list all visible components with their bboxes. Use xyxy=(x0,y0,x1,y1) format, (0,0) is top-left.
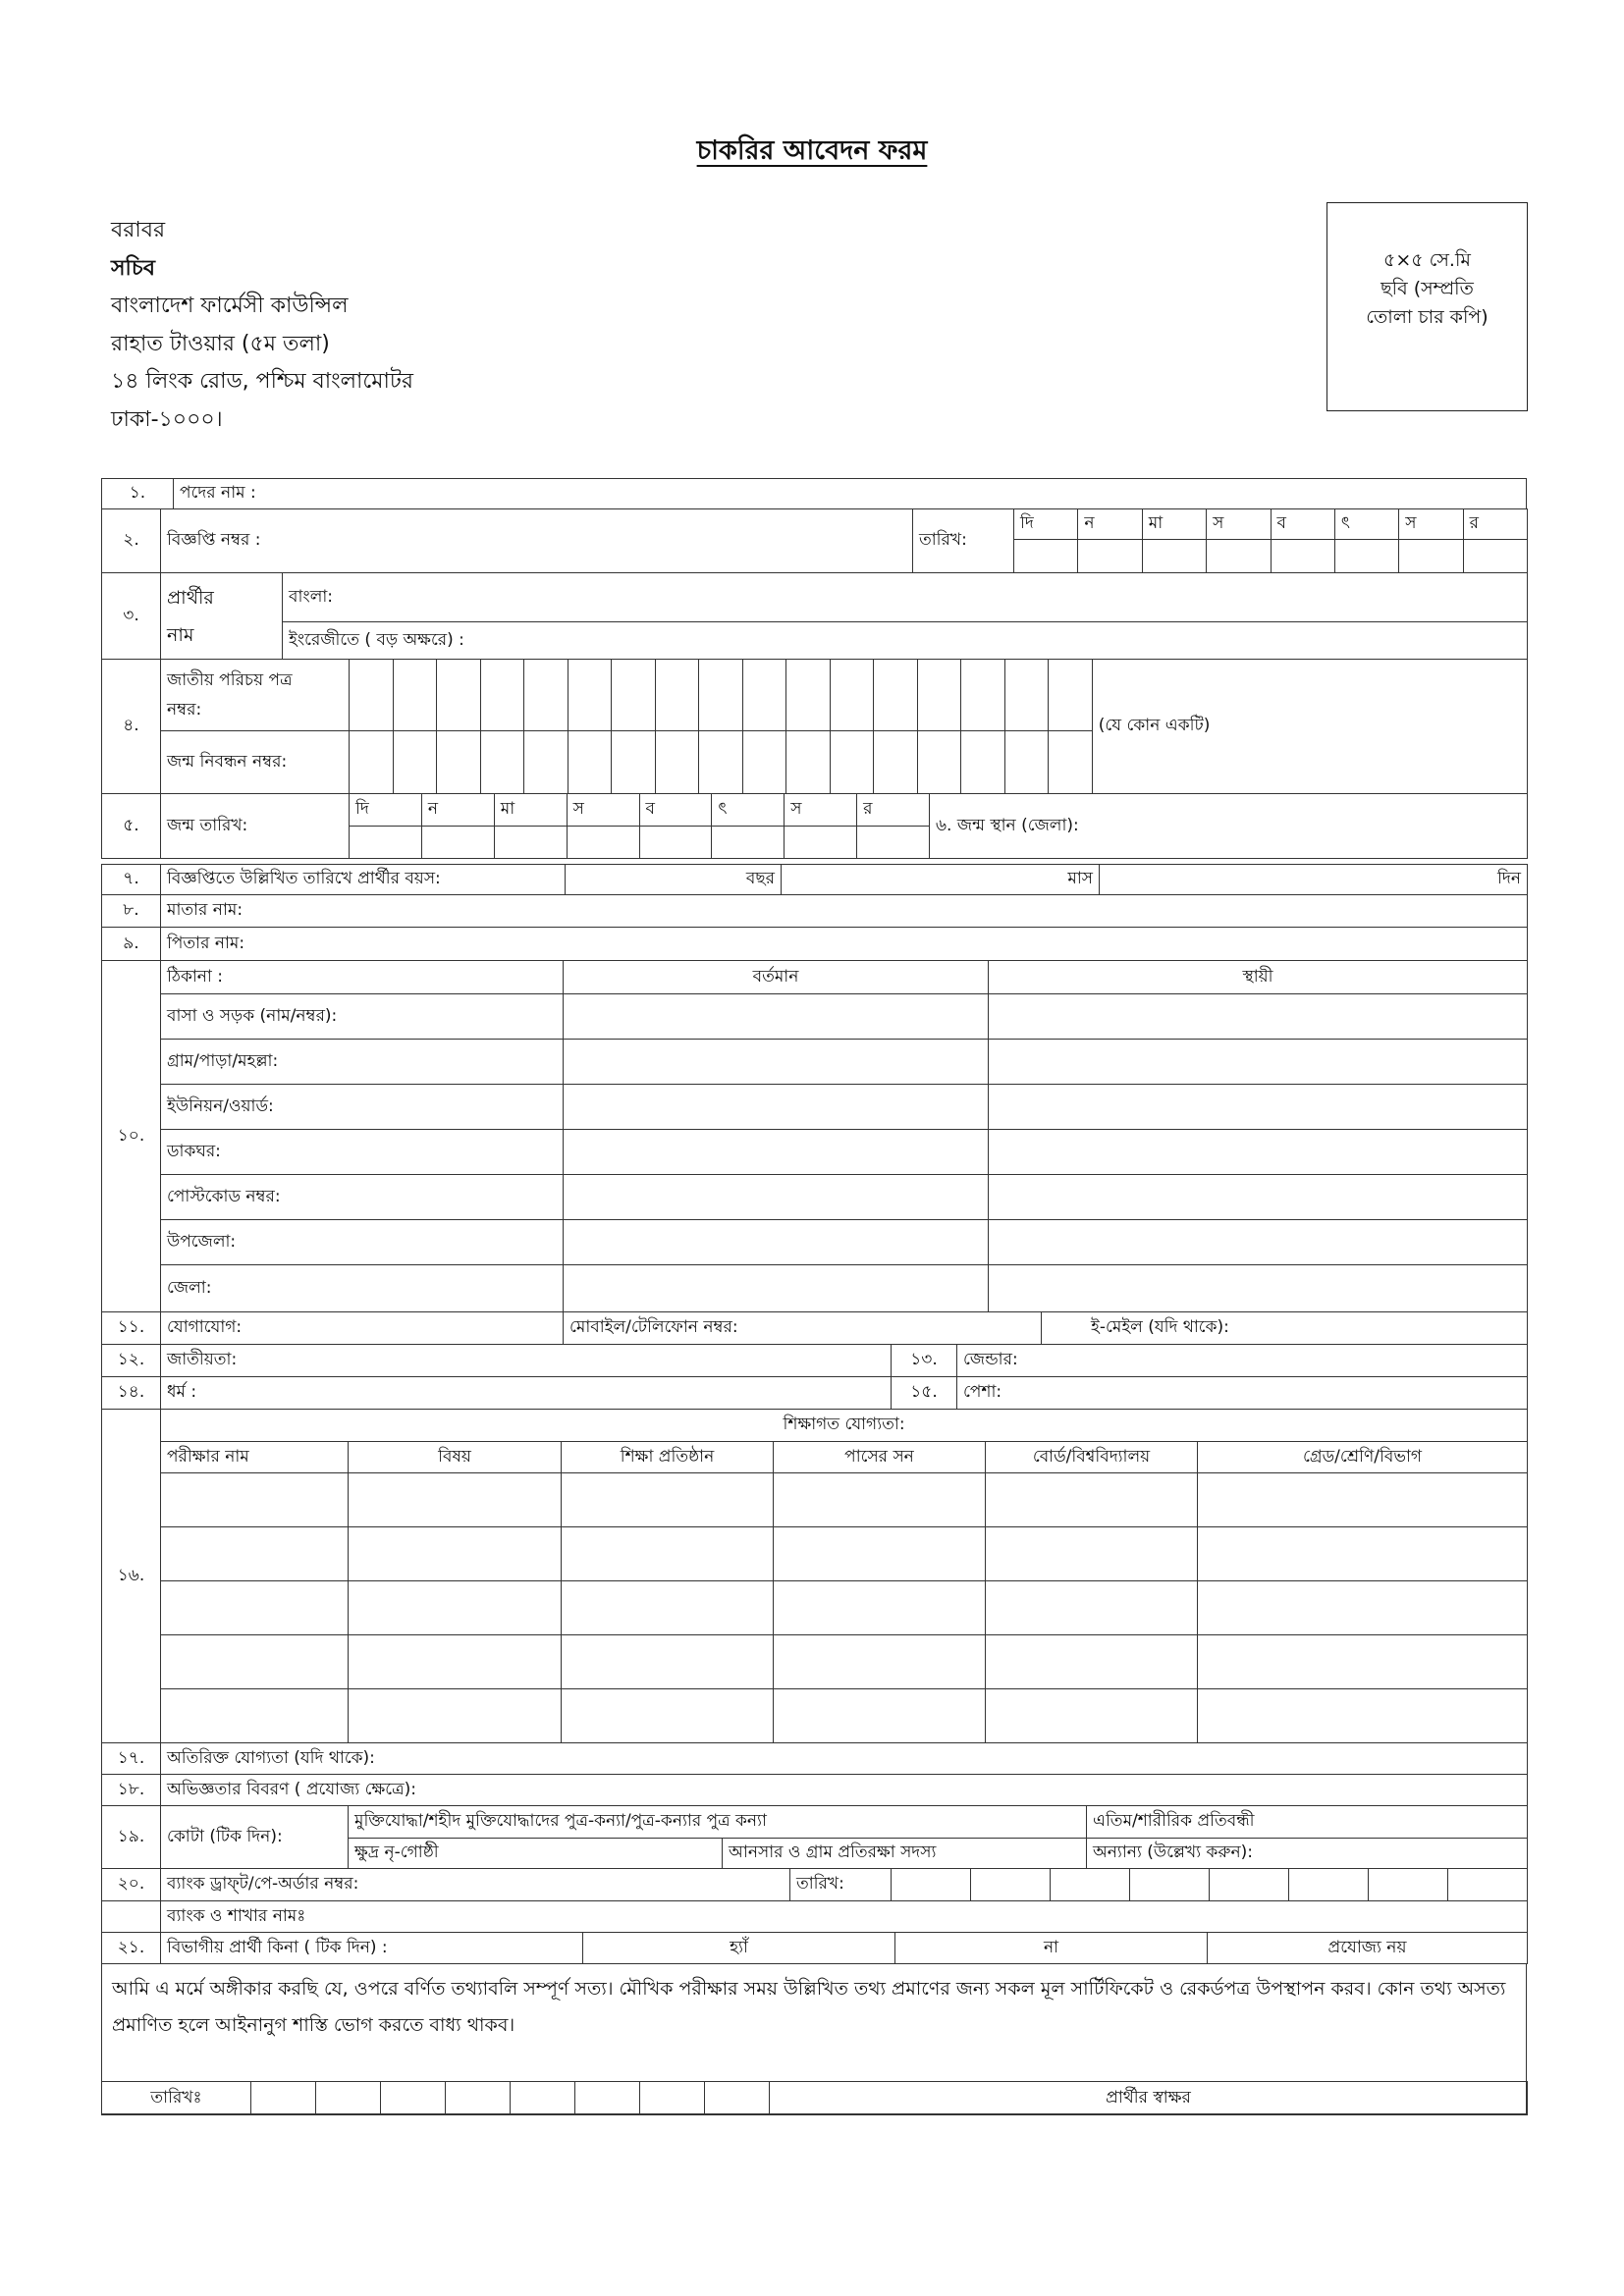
mother-name-label: মাতার নাম: xyxy=(167,900,244,920)
row-number: ৫. xyxy=(102,794,161,859)
nid-digit-box[interactable] xyxy=(480,660,524,731)
quota-label: কোটা (টিক দিন): xyxy=(161,1806,349,1869)
education-cell[interactable] xyxy=(161,1635,349,1689)
education-cell[interactable] xyxy=(349,1635,562,1689)
nationality-field[interactable] xyxy=(161,1345,892,1377)
date-letter: ৎ xyxy=(1334,509,1398,540)
address-field-label: উপজেলা: xyxy=(161,1220,564,1265)
present-address-header: বর্তমান xyxy=(564,961,989,994)
education-cell[interactable] xyxy=(349,1473,562,1527)
quota-ansar-vdp[interactable] xyxy=(723,1839,1087,1869)
birth-reg-digit-box[interactable] xyxy=(1049,731,1093,794)
birth-reg-digit-box[interactable] xyxy=(830,731,874,794)
footer-date-box[interactable] xyxy=(575,2082,640,2115)
birth-reg-digit-box[interactable] xyxy=(524,731,568,794)
birth-reg-digit-box[interactable] xyxy=(350,731,394,794)
nationality-label: জাতীয়তা: xyxy=(167,1350,238,1369)
row-number: ১৭. xyxy=(102,1743,161,1775)
nid-digit-box[interactable] xyxy=(437,660,481,731)
address-field-label: ইউনিয়ন/ওয়ার্ড: xyxy=(161,1085,564,1130)
date-letter: ৎ xyxy=(712,794,785,827)
date-letter: মা xyxy=(1142,509,1206,540)
date-letter: ন xyxy=(421,794,494,827)
birthplace-label: ৬. জন্ম স্থান (জেলা): xyxy=(936,815,1079,835)
applicant-name-label xyxy=(161,573,283,660)
education-cell[interactable] xyxy=(562,1635,774,1689)
row-number: ১৮. xyxy=(102,1775,161,1806)
circular-number-field[interactable] xyxy=(161,509,913,573)
photo-box[interactable] xyxy=(1326,202,1528,411)
extra-qualification-label: অতিরিক্ত যোগ্যতা (যদি থাকে): xyxy=(167,1747,375,1768)
row-11 xyxy=(101,1311,1528,1345)
nid-digit-box[interactable] xyxy=(742,660,786,731)
row-number: ১৯. xyxy=(102,1806,161,1869)
education-col-header: গ্রেড/শ্রেণি/বিভাগ xyxy=(1198,1442,1528,1473)
phone-field[interactable] xyxy=(564,1312,1042,1345)
row-16-education xyxy=(101,1409,1528,1743)
applicant-name-label-line2: নাম xyxy=(167,623,194,646)
signature-field[interactable] xyxy=(770,2082,1528,2115)
birth-reg-digit-box[interactable] xyxy=(568,731,612,794)
id-note xyxy=(1092,660,1527,794)
present-address-input[interactable] xyxy=(564,1085,989,1130)
bank-draft-field[interactable] xyxy=(161,1869,790,1901)
row-number: ৮. xyxy=(102,895,161,928)
date-input-box[interactable] xyxy=(1078,540,1142,573)
bank-date-box[interactable] xyxy=(1289,1869,1369,1901)
address-field-label: জেলা: xyxy=(161,1265,564,1312)
id-note-text: (যে কোন একটি) xyxy=(1098,716,1211,735)
form-title: চাকরির আবেদন ফরম xyxy=(696,135,928,166)
education-cell[interactable] xyxy=(774,1473,986,1527)
date-input-box[interactable] xyxy=(1399,540,1463,573)
date-input-box[interactable] xyxy=(1334,540,1398,573)
education-title: শিক্ষাগত যোগ্যতা: xyxy=(161,1410,1528,1442)
nid-digit-box[interactable] xyxy=(830,660,874,731)
date-letter: র xyxy=(1463,509,1527,540)
row-2 xyxy=(101,508,1528,573)
education-col-header: পরীক্ষার নাম xyxy=(161,1442,349,1473)
bank-date-box[interactable] xyxy=(971,1869,1051,1901)
quota-ethnic-minority[interactable] xyxy=(349,1839,723,1869)
nid-label xyxy=(161,660,350,731)
option-na-text: প্রযোজ্য নয় xyxy=(1327,1937,1407,1957)
dob-input-box[interactable] xyxy=(785,827,857,859)
phone-label: মোবাইল/টেলিফোন নম্বর: xyxy=(569,1317,738,1337)
departmental-label: বিভাগীয় প্রার্থী কিনা ( টিক দিন) : xyxy=(161,1933,583,1964)
date-letter: দি xyxy=(350,794,422,827)
option-yes-text: হ্যাঁ xyxy=(730,1937,748,1957)
present-address-input[interactable] xyxy=(564,994,989,1040)
dob-input-box[interactable] xyxy=(857,827,930,859)
birth-reg-digit-box[interactable] xyxy=(742,731,786,794)
education-cell[interactable] xyxy=(349,1527,562,1581)
quota-freedom-fighter[interactable] xyxy=(349,1806,1087,1839)
religion-field[interactable] xyxy=(161,1377,892,1410)
father-name-field[interactable] xyxy=(161,928,1528,961)
quota-option-text: এতিম/শারীরিক প্রতিবন্ধী xyxy=(1093,1811,1255,1831)
education-cell[interactable] xyxy=(349,1689,562,1743)
nid-digit-box[interactable] xyxy=(612,660,656,731)
education-col-header: বোর্ড/বিশ্ববিদ্যালয় xyxy=(986,1442,1198,1473)
footer-date-box[interactable] xyxy=(381,2082,446,2115)
row-21 xyxy=(101,1932,1528,1964)
quota-option-text: ক্ষুদ্র নৃ-গোষ্ঠী xyxy=(354,1842,439,1862)
contact-label: যোগাযোগ: xyxy=(161,1312,564,1345)
occupation-label: পেশা: xyxy=(963,1382,1002,1402)
gender-field[interactable] xyxy=(957,1345,1528,1377)
religion-label: ধর্ম : xyxy=(167,1382,197,1402)
birth-reg-digit-box[interactable] xyxy=(612,731,656,794)
quota-option-text: মুক্তিযোদ্ধা/শহীদ মুক্তিযোদ্ধাদের পুত্র-কন্যা/পুত্র-কন্যার পুত্র কন্যা xyxy=(354,1811,767,1831)
circular-number-label: বিজ্ঞপ্তি নম্বর : xyxy=(167,530,261,550)
recipient-address xyxy=(111,212,413,439)
education-cell[interactable] xyxy=(161,1527,349,1581)
permanent-address-input[interactable] xyxy=(989,1085,1528,1130)
dob-input-box[interactable] xyxy=(494,827,567,859)
dob-input-box[interactable] xyxy=(712,827,785,859)
address-designation: সচিব xyxy=(111,255,155,281)
nid-digit-box[interactable] xyxy=(524,660,568,731)
address-label: ঠিকানা : xyxy=(161,961,564,994)
present-address-input[interactable] xyxy=(564,1040,989,1085)
present-address-input[interactable] xyxy=(564,1130,989,1175)
education-cell[interactable] xyxy=(562,1689,774,1743)
education-cell[interactable] xyxy=(161,1473,349,1527)
email-field[interactable] xyxy=(1042,1312,1528,1345)
education-cell[interactable] xyxy=(562,1473,774,1527)
rows-17-18 xyxy=(101,1742,1528,1806)
education-col-header: বিষয় xyxy=(349,1442,562,1473)
nid-digit-box[interactable] xyxy=(1004,660,1049,731)
footer-date-box[interactable] xyxy=(251,2082,316,2115)
education-cell[interactable] xyxy=(1198,1581,1528,1635)
address-field-label: পোস্টকোড নম্বর: xyxy=(161,1175,564,1220)
dob-label: জন্ম তারিখ: xyxy=(161,794,350,859)
departmental-yes[interactable] xyxy=(583,1933,895,1964)
education-col-header: শিক্ষা প্রতিষ্ঠান xyxy=(562,1442,774,1473)
age-month-label: মাস xyxy=(1067,869,1093,888)
address-org: বাংলাদেশ ফার্মেসী কাউন্সিল xyxy=(111,294,349,318)
email-label: ই-মেইল (যদি থাকে): xyxy=(1091,1317,1229,1337)
education-cell[interactable] xyxy=(1198,1635,1528,1689)
row-number: ৯. xyxy=(102,928,161,961)
row-4 xyxy=(101,659,1528,794)
signature-label: প্রার্থীর স্বাক্ষর xyxy=(1106,2087,1191,2108)
name-bangla-label: বাংলা: xyxy=(289,586,334,607)
bank-date-box[interactable] xyxy=(1369,1869,1448,1901)
row-5 xyxy=(101,793,1528,859)
bank-draft-label: ব্যাংক ড্রাফ্‌ট/পে-অর্ডার নম্বর: xyxy=(167,1874,359,1894)
gender-label: জেন্ডার: xyxy=(963,1350,1018,1369)
present-address-input[interactable] xyxy=(564,1175,989,1220)
education-cell[interactable] xyxy=(986,1473,1198,1527)
nid-digit-box[interactable] xyxy=(655,660,699,731)
row-number: ৭. xyxy=(102,865,161,895)
education-cell[interactable] xyxy=(1198,1527,1528,1581)
bank-date-box[interactable] xyxy=(892,1869,971,1901)
education-cell[interactable] xyxy=(1198,1473,1528,1527)
education-cell[interactable] xyxy=(774,1689,986,1743)
date-input-box[interactable] xyxy=(1207,540,1271,573)
quota-others[interactable] xyxy=(1087,1839,1528,1869)
footer-date-box[interactable] xyxy=(511,2082,575,2115)
nid-digit-box[interactable] xyxy=(350,660,394,731)
footer-date-box[interactable] xyxy=(446,2082,511,2115)
birth-reg-digit-box[interactable] xyxy=(961,731,1005,794)
applicant-name-label-line1: প্রার্থীর xyxy=(167,586,214,609)
education-col-header: পাসের সন xyxy=(774,1442,986,1473)
row-number: ১০. xyxy=(102,961,161,1312)
dob-input-box[interactable] xyxy=(421,827,494,859)
row-number-blank xyxy=(102,1901,161,1933)
row-number: ১৩. xyxy=(892,1345,957,1377)
row-3 xyxy=(101,572,1528,660)
departmental-na[interactable] xyxy=(1208,1933,1528,1964)
bank-date-box[interactable] xyxy=(1448,1869,1528,1901)
option-no-text: না xyxy=(1043,1937,1059,1957)
footer-date-box[interactable] xyxy=(640,2082,705,2115)
nid-digit-box[interactable] xyxy=(961,660,1005,731)
birth-reg-digit-box[interactable] xyxy=(655,731,699,794)
nid-digit-box[interactable] xyxy=(393,660,437,731)
birth-reg-digit-box[interactable] xyxy=(437,731,481,794)
education-cell[interactable] xyxy=(986,1581,1198,1635)
extra-qualification-field[interactable] xyxy=(161,1743,1528,1775)
bank-date-box[interactable] xyxy=(1210,1869,1289,1901)
permanent-address-input[interactable] xyxy=(989,1040,1528,1085)
education-cell[interactable] xyxy=(774,1581,986,1635)
photo-note-2: তোলা চার কপি) xyxy=(1366,306,1489,328)
date-letter: স xyxy=(1399,509,1463,540)
present-address-input[interactable] xyxy=(564,1265,989,1312)
education-cell[interactable] xyxy=(1198,1689,1528,1743)
row-10-address xyxy=(101,960,1528,1312)
date-letter: র xyxy=(857,794,930,827)
declaration-text: আমি এ মর্মে অঙ্গীকার করছি যে, ওপরে বর্ণিত তথ্যাবলি সম্পূর্ণ সত্য। মৌখিক পরীক্ষার সময় উল্লিখিত তথ্য প্রমাণের জন্য সকল মূল সার্টিফিকেট ও রেকর্ডপত্র উপস্থাপন করব। কোন তথ্য অসত্য প্রমাণিত হলে আইনানুগ শাস্তি ভোগ করতে বাধ্য থাকব। xyxy=(112,1978,1506,2036)
permanent-address-input[interactable] xyxy=(989,1220,1528,1265)
experience-field[interactable] xyxy=(161,1775,1528,1806)
row-number: ৩. xyxy=(102,573,161,660)
name-english-field[interactable] xyxy=(283,622,1528,660)
nid-digit-box[interactable] xyxy=(1049,660,1093,731)
education-cell[interactable] xyxy=(986,1635,1198,1689)
footer-date-box[interactable] xyxy=(316,2082,381,2115)
row-number: ১. xyxy=(102,479,174,509)
education-cell[interactable] xyxy=(986,1527,1198,1581)
footer-date-label: তারিখঃ xyxy=(102,2082,251,2115)
nid-label-line1: জাতীয় পরিচয় পত্র xyxy=(167,670,293,690)
row-number: ১৫. xyxy=(892,1377,957,1410)
row-number: ৪. xyxy=(102,660,161,794)
experience-label: অভিজ্ঞতার বিবরণ ( প্রযোজ্য ক্ষেত্রে): xyxy=(167,1779,416,1799)
age-month-field[interactable] xyxy=(782,865,1100,895)
row-1 xyxy=(101,478,1527,509)
footer-date-box[interactable] xyxy=(705,2082,770,2115)
departmental-no[interactable] xyxy=(895,1933,1208,1964)
date-input-box[interactable] xyxy=(1142,540,1206,573)
photo-note-1: ছবি (সম্প্রতি xyxy=(1380,278,1474,299)
quota-option-text: অন্যান্য (উল্লেখ্য করুন): xyxy=(1093,1842,1253,1862)
education-cell[interactable] xyxy=(562,1527,774,1581)
bank-branch-label: ব্যাংক ও শাখার নামঃ xyxy=(167,1905,306,1926)
permanent-address-header: স্থায়ী xyxy=(989,961,1528,994)
father-name-label: পিতার নাম: xyxy=(167,933,245,953)
date-letter: ন xyxy=(1078,509,1142,540)
quota-orphan-disabled[interactable] xyxy=(1087,1806,1528,1839)
dob-input-box[interactable] xyxy=(567,827,639,859)
permanent-address-input[interactable] xyxy=(989,1130,1528,1175)
education-cell[interactable] xyxy=(986,1689,1198,1743)
birth-reg-digit-box[interactable] xyxy=(699,731,743,794)
date-input-box[interactable] xyxy=(1463,540,1527,573)
birthplace-field[interactable] xyxy=(930,794,1528,859)
nid-digit-box[interactable] xyxy=(874,660,918,731)
nid-digit-box[interactable] xyxy=(568,660,612,731)
birth-reg-label: জন্ম নিবন্ধন নম্বর: xyxy=(161,731,350,794)
row-19-quota xyxy=(101,1805,1528,1869)
photo-size: ৫×৫ সে.মি xyxy=(1383,249,1471,271)
bank-branch-field[interactable] xyxy=(161,1901,1528,1933)
occupation-field[interactable] xyxy=(957,1377,1528,1410)
address-road: ১৪ লিংক রোড, পশ্চিম বাংলামোটর xyxy=(111,369,413,394)
nid-label-line2: নম্বর: xyxy=(167,700,202,720)
dob-input-box[interactable] xyxy=(639,827,712,859)
address-city: ঢাকা-১০০০। xyxy=(111,406,223,432)
nid-digit-box[interactable] xyxy=(917,660,961,731)
row-number: ১৪. xyxy=(102,1377,161,1410)
bank-date-box[interactable] xyxy=(1130,1869,1210,1901)
age-year-label: বছর xyxy=(745,869,775,888)
mother-name-field[interactable] xyxy=(161,895,1528,928)
row-number: ১১. xyxy=(102,1312,161,1345)
age-day-field[interactable] xyxy=(1100,865,1528,895)
date-letter: মা xyxy=(494,794,567,827)
row-number: ১৬. xyxy=(102,1410,161,1743)
name-bangla-field[interactable] xyxy=(283,573,1528,622)
address-to: বরাবর xyxy=(111,218,166,242)
birth-reg-digit-box[interactable] xyxy=(874,731,918,794)
address-field-label: গ্রাম/পাড়া/মহল্লা: xyxy=(161,1040,564,1085)
row-7 xyxy=(101,864,1528,895)
rows-12-15 xyxy=(101,1344,1528,1410)
permanent-address-input[interactable] xyxy=(989,994,1528,1040)
education-cell[interactable] xyxy=(349,1581,562,1635)
date-input-box[interactable] xyxy=(1014,540,1078,573)
age-day-label: দিন xyxy=(1497,869,1521,888)
address-field-label: ডাকঘর: xyxy=(161,1130,564,1175)
post-name-field[interactable] xyxy=(174,479,1527,509)
education-cell[interactable] xyxy=(774,1635,986,1689)
address-field-label: বাসা ও সড়ক (নাম/নম্বর): xyxy=(161,994,564,1040)
dob-input-box[interactable] xyxy=(350,827,422,859)
education-cell[interactable] xyxy=(161,1689,349,1743)
birth-reg-digit-box[interactable] xyxy=(786,731,831,794)
post-name-label: পদের নাম : xyxy=(180,483,256,503)
row-number: ২. xyxy=(102,509,161,573)
address-building: রাহাত টাওয়ার (৫ম তলা) xyxy=(111,331,330,356)
rows-8-9 xyxy=(101,894,1528,961)
age-label: বিজ্ঞপ্তিতে উল্লিখিত তারিখে প্রার্থীর বয়স: xyxy=(161,865,566,895)
row-number: ২০. xyxy=(102,1869,161,1901)
date-letter: ব xyxy=(1271,509,1334,540)
date-letter: দি xyxy=(1014,509,1078,540)
date-letter: স xyxy=(1207,509,1271,540)
footer-row xyxy=(101,2081,1528,2115)
birth-reg-digit-box[interactable] xyxy=(917,731,961,794)
date-input-box[interactable] xyxy=(1271,540,1334,573)
quota-option-text: আনসার ও গ্রাম প্রতিরক্ষা সদস্য xyxy=(729,1842,937,1862)
birth-reg-digit-box[interactable] xyxy=(480,731,524,794)
bank-date-label: তারিখ: xyxy=(790,1869,892,1901)
present-address-input[interactable] xyxy=(564,1220,989,1265)
nid-digit-box[interactable] xyxy=(699,660,743,731)
circular-date-label: তারিখ: xyxy=(913,509,1014,573)
education-cell[interactable] xyxy=(774,1527,986,1581)
date-letter: ব xyxy=(639,794,712,827)
education-cell[interactable] xyxy=(161,1581,349,1635)
birth-reg-digit-box[interactable] xyxy=(1004,731,1049,794)
date-letter: স xyxy=(785,794,857,827)
row-20-bank xyxy=(101,1868,1528,1933)
name-english-label: ইংরেজীতে ( বড় অক্ষরে) : xyxy=(289,629,464,650)
date-letter: স xyxy=(567,794,639,827)
age-year-field[interactable] xyxy=(566,865,782,895)
permanent-address-input[interactable] xyxy=(989,1265,1528,1312)
permanent-address-input[interactable] xyxy=(989,1175,1528,1220)
bank-date-box[interactable] xyxy=(1051,1869,1130,1901)
nid-digit-box[interactable] xyxy=(786,660,831,731)
education-cell[interactable] xyxy=(562,1581,774,1635)
row-number: ২১. xyxy=(102,1933,161,1964)
birth-reg-digit-box[interactable] xyxy=(393,731,437,794)
row-number: ১২. xyxy=(102,1345,161,1377)
